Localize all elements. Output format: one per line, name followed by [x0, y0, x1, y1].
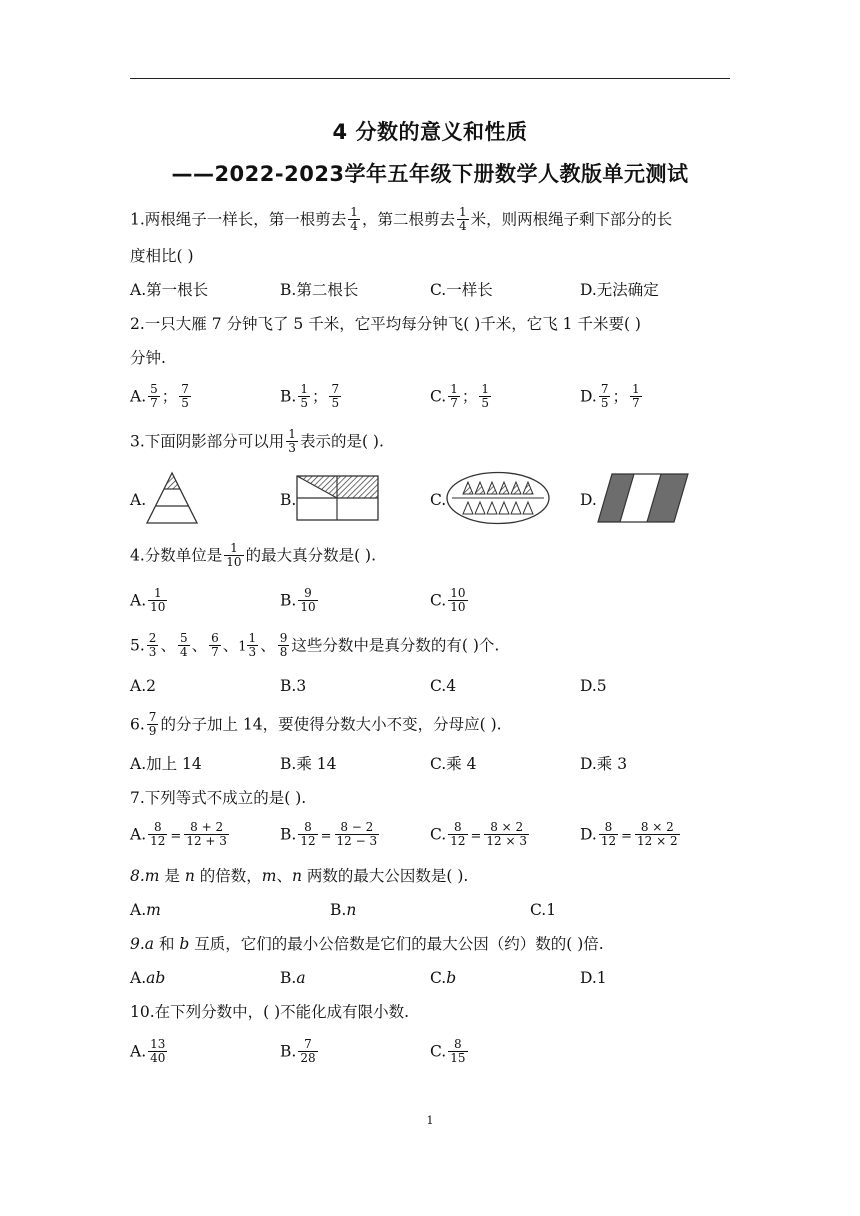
q8-option-a: A.m — [130, 901, 161, 919]
triangle — [499, 502, 509, 514]
q10-option-b: B. $\frac{7}{28}$ — [280, 1037, 316, 1065]
page-subtitle: ——2022-2023学年五年级下册数学人教版单元测试 — [171, 162, 689, 186]
shaded-triangle — [499, 482, 509, 494]
ellipse-triangles-figure — [446, 471, 550, 525]
q3-option-c-label: C. — [430, 491, 447, 509]
question-6-text: 6. $\frac{7}{9}$ 的分子加上 14，要使得分数大小不变，分母应( ). — [130, 710, 502, 738]
q2-option-a: A. $\frac{5}{7}$ ； $\frac{7}{5}$ — [130, 382, 189, 410]
q5-option-a: A.2 — [130, 677, 156, 695]
q3-option-d-label: D. — [580, 491, 597, 509]
q3-option-a-label: A. — [130, 491, 147, 509]
shaded-triangle — [511, 482, 521, 494]
q6-option-c: C.乘 4 — [430, 755, 477, 773]
question-9-text: 9.a 和 b 互质，它们的最小公倍数是它们的最大公因（约）数的( )倍. — [130, 935, 604, 953]
triangle-figure — [146, 470, 198, 526]
page-number: 1 — [426, 1114, 434, 1127]
question-4-text: 4.分数单位是 $\frac{1}{10}$ 的最大真分数是( ). — [130, 541, 377, 569]
question-2-text: 2.一只大雁 7 分钟飞了 5 千米，它平均每分钟飞( )千米，它飞 1 千米要( ) — [130, 315, 641, 333]
q10-option-c: C. $\frac{8}{15}$ — [430, 1037, 466, 1065]
shaded-triangle — [487, 482, 497, 494]
question-8-text: 8.m 是 n 的倍数，m、n 两数的最大公因数是( ). — [130, 867, 469, 885]
q4-option-a: A. $\frac{1}{10}$ — [130, 586, 166, 614]
header-rule — [130, 78, 730, 79]
triangle — [523, 502, 533, 514]
q9-option-b: B.a — [280, 969, 306, 987]
q9-option-c: C.b — [430, 969, 457, 987]
q10-option-a: A. $\frac{13}{40}$ — [130, 1037, 166, 1065]
q5-option-b: B.3 — [280, 677, 307, 695]
q1-option-a: A.第一根长 — [130, 281, 209, 299]
q6-option-b: B.乘 14 — [280, 755, 337, 773]
q5-option-c: C.4 — [430, 677, 457, 695]
question-7-text: 7.下列等式不成立的是( ). — [130, 789, 307, 807]
question-3-text: 3.下面阴影部分可以用 $\frac{1}{3}$ 表示的是( ). — [130, 427, 384, 455]
q1-option-c: C.一样长 — [430, 281, 493, 299]
fraction: $\frac{1}{4}$ — [350, 205, 358, 233]
q2-option-b: B. $\frac{1}{5}$ ； $\frac{7}{5}$ — [280, 382, 340, 410]
unshaded-triangles — [463, 502, 533, 514]
q5-option-d: D.5 — [580, 677, 607, 695]
q8-option-b: B.n — [330, 901, 357, 919]
q3-option-b-label: B. — [280, 491, 297, 509]
q4-option-b: B. $\frac{9}{10}$ — [280, 586, 316, 614]
q9-option-d: D.1 — [580, 969, 607, 987]
q9-option-a: A.ab — [130, 969, 166, 987]
shaded-triangle — [463, 482, 473, 494]
triangle — [463, 502, 473, 514]
triangle — [475, 502, 485, 514]
parallelogram-figure — [596, 472, 690, 524]
triangle — [487, 502, 497, 514]
q7-option-c: C. $\frac{8}{12}$ = $\frac{8 \times 2}{12 \times 3}$ — [430, 820, 528, 848]
question-5-text: 5. $\frac{2}{3}$ 、 $\frac{5}{4}$ 、 $\frac{6}{7}$ 、1 $\frac{1}{3}$ 、 $\frac{9}{8}$ 这些分数中是真分数的有( )个. — [130, 631, 500, 659]
q4-option-c: C. $\frac{10}{10}$ — [430, 586, 466, 614]
question-1-text: 1.两根绳子一样长，第一根剪去 $\frac{1}{4}$ ，第二根剪去 $\frac{1}{4}$ 米，则两根绳子剩下部分的长 — [130, 205, 673, 233]
q6-option-a: A.加上 14 — [130, 755, 202, 773]
q2-option-d: D. $\frac{7}{5}$ ； $\frac{1}{7}$ — [580, 382, 640, 410]
fraction: $\frac{1}{4}$ — [458, 205, 467, 233]
shaded-triangle — [475, 482, 485, 494]
question-1-text-line2: 度相比( ) — [130, 247, 194, 265]
q1-option-b: B.第二根长 — [280, 281, 359, 299]
shaded-triangles — [463, 482, 533, 494]
page-title: 4 分数的意义和性质 — [332, 120, 528, 144]
q7-option-b: B. $\frac{8}{12}$ = $\frac{8 - 2}{12 - 3}$ — [280, 820, 378, 848]
q7-option-d: D. $\frac{8}{12}$ = $\frac{8 \times 2}{12 \times 2}$ — [580, 820, 678, 848]
question-2-text-line2: 分钟. — [130, 349, 166, 367]
shaded-triangle — [523, 482, 533, 494]
q6-option-d: D.乘 3 — [580, 755, 628, 773]
question-10-text: 10.在下列分数中，( )不能化成有限小数. — [130, 1003, 410, 1021]
q1-option-d: D.无法确定 — [580, 281, 659, 299]
triangle — [511, 502, 521, 514]
q8-option-c: C.1 — [530, 901, 557, 919]
q2-option-c: C. $\frac{1}{7}$ ； $\frac{1}{5}$ — [430, 382, 490, 410]
rectangle-figure — [296, 475, 380, 521]
q7-option-a: A. $\frac{8}{12}$ = $\frac{8 + 2}{12 + 3}$ — [130, 820, 227, 848]
